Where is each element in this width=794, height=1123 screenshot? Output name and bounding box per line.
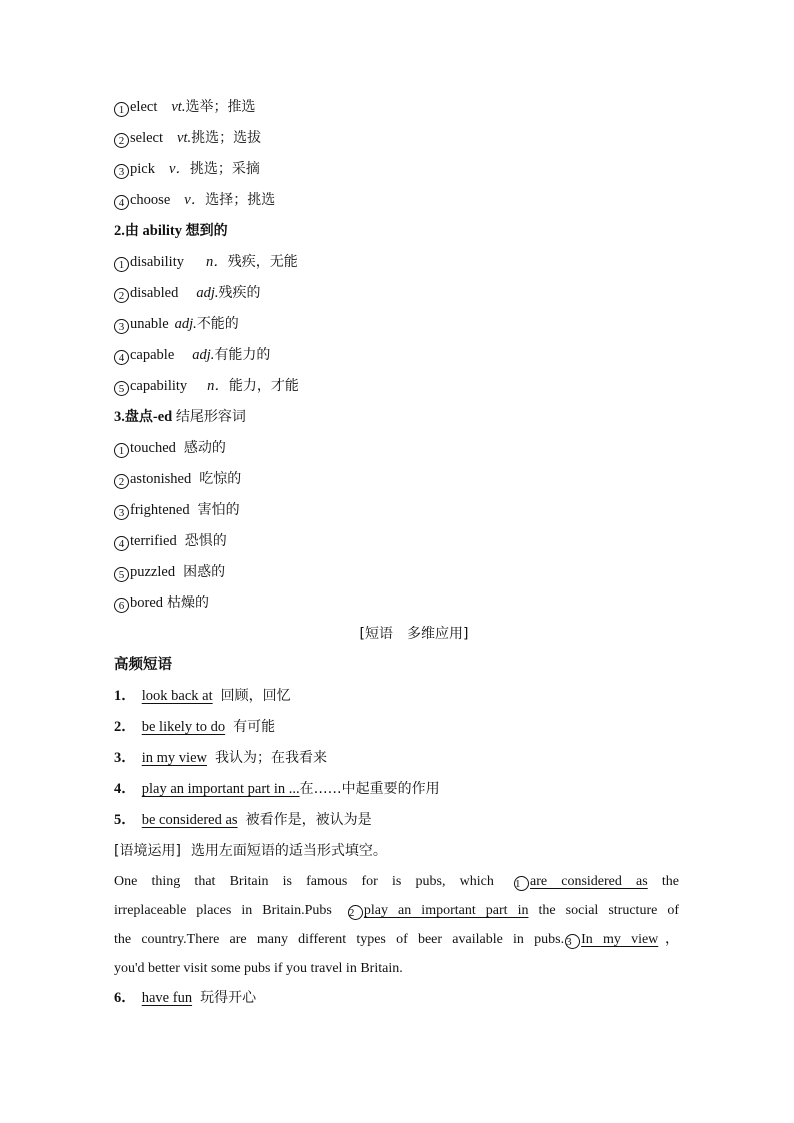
phrase-meaning: 我认为；在我看来 <box>215 750 327 766</box>
circled-number: 3 <box>114 505 129 520</box>
phrase-number: 5． <box>114 812 136 828</box>
circled-number: 4 <box>114 536 129 551</box>
paragraph-line <box>114 954 679 983</box>
phrase-text: look back at <box>141 688 213 704</box>
list-item <box>114 340 684 371</box>
phrase-meaning: 玩得开心 <box>200 990 257 1006</box>
list-item <box>114 433 684 464</box>
meaning: 能力，才能 <box>228 378 299 394</box>
phrase-item <box>114 712 684 743</box>
word: capability <box>130 378 188 394</box>
circled-number: 3 <box>114 164 129 179</box>
part-of-speech: vt. <box>177 130 192 146</box>
list-item <box>114 371 684 402</box>
phrase-text: be considered as <box>141 812 238 828</box>
part-of-speech: adj. <box>174 316 197 332</box>
meaning: 困惑的 <box>183 564 226 580</box>
context-label: [语境运用] <box>114 843 181 859</box>
circled-number: 2 <box>114 288 129 303</box>
part-of-speech: adj. <box>192 347 215 363</box>
word: bored <box>130 595 164 611</box>
phrase-item <box>114 805 684 836</box>
word: capable <box>130 347 175 363</box>
meaning: 挑选；采摘 <box>189 161 260 177</box>
circled-number: 3 <box>114 319 129 334</box>
circled-number: 2 <box>114 133 129 148</box>
list-item <box>114 557 684 588</box>
word: select <box>130 130 164 146</box>
circled-number: 1 <box>114 443 129 458</box>
meaning: 选举；推选 <box>185 99 256 115</box>
circled-number: 5 <box>114 567 129 582</box>
phrase-number: 6． <box>114 990 136 1006</box>
circled-number: 1 <box>114 102 129 117</box>
meaning: 吃惊的 <box>199 471 242 487</box>
section-heading: 3.盘点-ed 结尾形容词 <box>114 409 246 425</box>
phrase-item <box>114 681 684 712</box>
word: disabled <box>130 285 179 301</box>
phrase-number: 3． <box>114 750 136 766</box>
answer-blank: In my view <box>581 932 659 947</box>
word: choose <box>130 192 171 208</box>
heading-word: ability <box>142 223 182 239</box>
list-item <box>114 495 684 526</box>
heading-prefix: 盘点 <box>124 409 153 425</box>
phrase-number: 2． <box>114 719 136 735</box>
part-of-speech: vt. <box>171 99 186 115</box>
part-of-speech: v． <box>184 192 206 208</box>
circled-number: 4 <box>114 195 129 210</box>
section-heading: 2.由 ability 想到的 <box>114 223 228 239</box>
phrase-meaning: 回顾，回忆 <box>220 688 291 704</box>
heading-number: 2 <box>114 223 122 239</box>
part-of-speech: v． <box>168 161 190 177</box>
list-item <box>114 247 684 278</box>
paragraph-text: irreplaceable places in Britain.Pubs <box>114 903 332 918</box>
list-item <box>114 92 684 123</box>
list-item <box>114 309 684 340</box>
answer-blank: play an important part in <box>363 903 529 918</box>
meaning: 恐惧的 <box>184 533 227 549</box>
phrase-text: have fun <box>141 990 193 1006</box>
paragraph-text: the country.There are many different types of beer available in pubs. <box>114 932 565 947</box>
circled-number: 1 <box>514 876 529 891</box>
word: frightened <box>130 502 190 518</box>
list-item <box>114 185 684 216</box>
circled-number: 6 <box>114 598 129 613</box>
word: unable <box>130 316 169 332</box>
paragraph-text: ， <box>658 932 679 947</box>
list-item <box>114 526 684 557</box>
list-item <box>114 123 684 154</box>
circled-number: 2 <box>348 905 363 920</box>
meaning: 枯燥的 <box>167 595 210 611</box>
phrase-meaning: 在……中起重要的作用 <box>299 781 440 797</box>
meaning: 残疾，无能 <box>227 254 298 270</box>
part-of-speech: n． <box>207 378 229 394</box>
word: pick <box>130 161 155 177</box>
word: puzzled <box>130 564 176 580</box>
heading-word: -ed <box>152 409 173 425</box>
phrase-text: play an important part in ... <box>141 781 300 797</box>
circled-number: 4 <box>114 350 129 365</box>
meaning: 不能的 <box>196 316 239 332</box>
context-paragraph <box>114 867 679 983</box>
paragraph-text: the <box>661 874 680 889</box>
document-page <box>114 92 684 1014</box>
paragraph-text: you'd better visit some pubs if you travel in Britain. <box>114 961 403 976</box>
context-heading <box>114 836 684 867</box>
meaning: 挑选；选拔 <box>191 130 262 146</box>
word: astonished <box>130 471 192 487</box>
section-title: [短语 多维应用] <box>359 626 469 642</box>
phrase-text: be likely to do <box>141 719 226 735</box>
list-item <box>114 588 684 619</box>
phrase-item <box>114 774 684 805</box>
heading-prefix: 由 <box>124 223 139 239</box>
word: disability <box>130 254 184 270</box>
paragraph-text: One thing that Britain is famous for is pubs, which <box>114 874 494 889</box>
context-instruction: 选用左面短语的适当形式填空。 <box>190 843 387 859</box>
part-of-speech: n． <box>205 254 228 270</box>
meaning: 感动的 <box>183 440 226 456</box>
word: terrified <box>130 533 177 549</box>
circled-number: 2 <box>114 474 129 489</box>
word: touched <box>130 440 176 456</box>
phrase-item <box>114 743 684 774</box>
heading-suffix: 想到的 <box>185 223 228 239</box>
answer-blank: are considered as <box>530 874 648 889</box>
circled-number: 1 <box>114 257 129 272</box>
circled-number: 3 <box>565 934 580 949</box>
list-item <box>114 278 684 309</box>
phrase-number: 1． <box>114 688 136 704</box>
paragraph-line <box>114 896 679 925</box>
phrase-item <box>114 983 684 1014</box>
part-of-speech: adj. <box>196 285 219 301</box>
phrase-heading: 高频短语 <box>114 657 172 673</box>
paragraph-line <box>114 867 679 896</box>
phrase-meaning: 被看作是，被认为是 <box>245 812 372 828</box>
paragraph-line <box>114 925 679 954</box>
meaning: 选择；挑选 <box>205 192 276 208</box>
phrase-number: 4． <box>114 781 136 797</box>
list-item <box>114 464 684 495</box>
phrase-text: in my view <box>141 750 207 766</box>
circled-number: 5 <box>114 381 129 396</box>
heading-number: 3 <box>114 409 122 425</box>
paragraph-text: the social structure of <box>538 903 680 918</box>
meaning: 害怕的 <box>197 502 240 518</box>
meaning: 有能力的 <box>214 347 271 363</box>
heading-suffix: 结尾形容词 <box>175 409 246 425</box>
word: elect <box>130 99 158 115</box>
meaning: 残疾的 <box>218 285 261 301</box>
phrase-meaning: 有可能 <box>233 719 276 735</box>
list-item <box>114 154 684 185</box>
